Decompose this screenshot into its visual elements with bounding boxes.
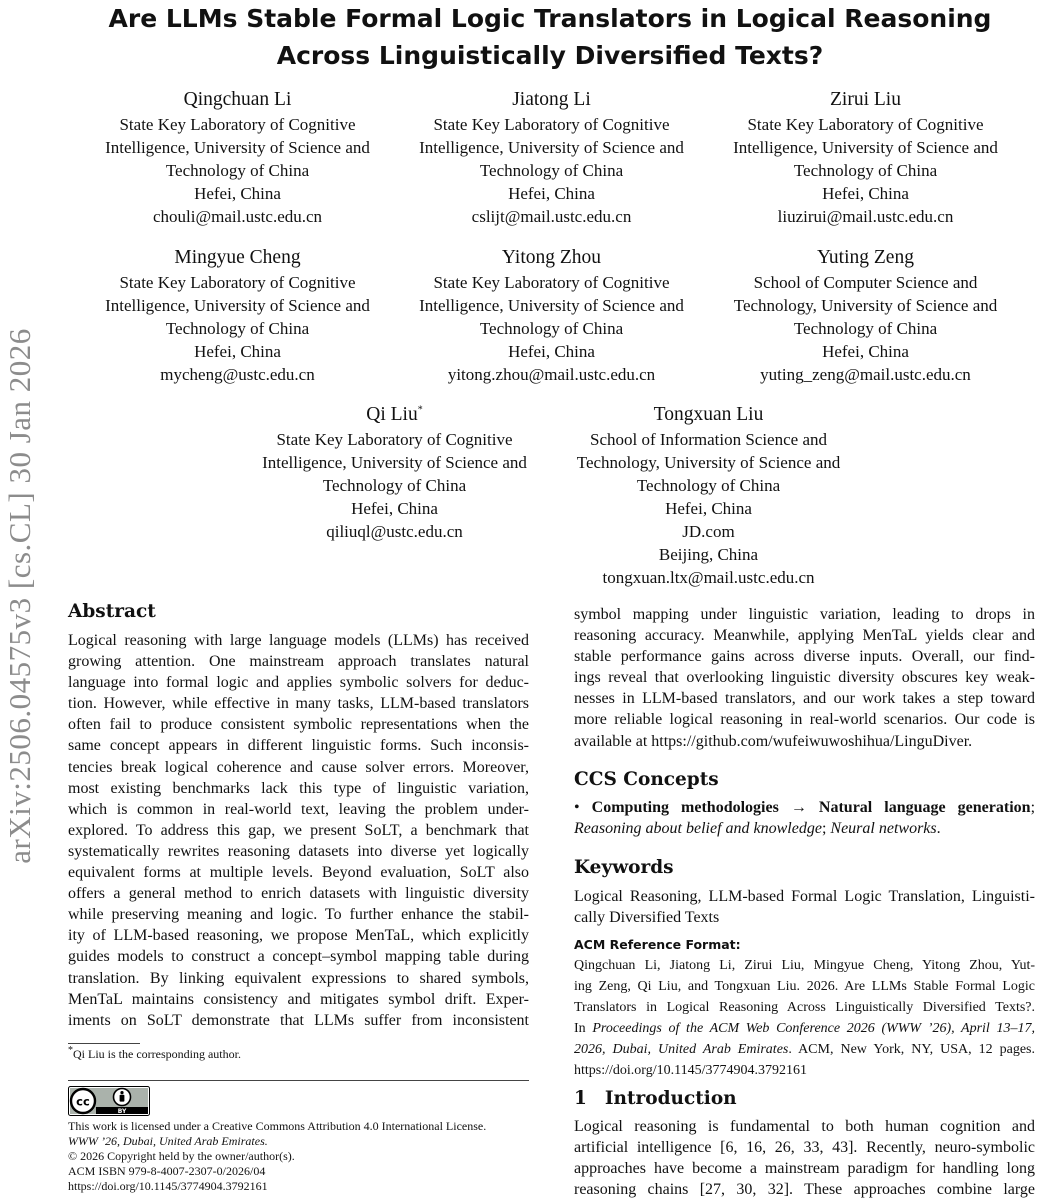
text-line: guides models to construct a concept–symbol mapping table during — [68, 948, 529, 966]
author-affiliation: Technology of China — [793, 161, 938, 180]
abstract-continued — [574, 604, 1035, 752]
author-location: Hefei, China — [665, 499, 752, 518]
author-affiliation: Technology of China — [165, 161, 310, 180]
ccs-arrow: → — [790, 799, 807, 816]
author-name: Jiatong Li — [512, 89, 591, 110]
author-location: Hefei, China — [508, 342, 595, 361]
text-line: translation. By linking equivalent expressions to shared symbols, — [68, 969, 529, 987]
ccs-primary: Computing methodologies — [591, 799, 779, 816]
author-name: Qi Liu* — [366, 404, 423, 425]
author-block — [80, 244, 395, 386]
footnote — [68, 1047, 241, 1062]
author-affiliation: Technology of China — [479, 161, 624, 180]
acm-reference-doi: https://doi.org/10.1145/3774904.3792161 — [574, 1063, 807, 1079]
title-line-2: Across Linguistically Diversified Texts? — [276, 41, 824, 70]
author-affiliation: State Key Laboratory of Cognitive — [119, 273, 356, 292]
text-line: most existing benchmarks lack this type of linguistic variation, — [68, 779, 529, 797]
author-block — [708, 86, 1023, 228]
author-affiliation: Intelligence, University of Science and — [262, 453, 527, 472]
author-affiliation: Technology of China — [793, 319, 938, 338]
author-affiliation: State Key Laboratory of Cognitive — [433, 273, 670, 292]
author-affiliation: Technology of China — [165, 319, 310, 338]
author-affiliation: Intelligence, University of Science and — [419, 296, 684, 315]
corresponding-mark: * — [417, 404, 423, 416]
author-location: Hefei, China — [822, 184, 909, 203]
license-text: This work is licensed under a Creative Commons Attribution 4.0 International License. — [68, 1119, 487, 1133]
footnote-rule — [68, 1043, 140, 1044]
author-affiliation: State Key Laboratory of Cognitive — [119, 115, 356, 134]
text-line: nesses in LLM-based translators, and our work takes a step toward — [574, 690, 1035, 708]
author-email: chouli@mail.ustc.edu.cn — [152, 207, 323, 226]
author-block — [237, 401, 552, 543]
author-name: Mingyue Cheng — [174, 247, 301, 268]
acm-reference-heading: ACM Reference Format: — [574, 937, 741, 952]
ccs-item: Neural networks — [830, 820, 937, 838]
author-affiliation: Technology, University of Science and — [733, 296, 998, 315]
text-line: Logical reasoning with large language models (LLMs) has received — [68, 632, 529, 649]
author-block — [394, 244, 709, 386]
text-line: tion. However, while effective in many tasks, LLM-based translators — [68, 695, 529, 713]
author-email: mycheng@ustc.edu.cn — [160, 365, 315, 384]
author-affiliation: State Key Laboratory of Cognitive — [276, 430, 513, 449]
author-name: Yitong Zhou — [501, 247, 602, 268]
author-email: qiliuql@ustc.edu.cn — [326, 522, 463, 541]
author-affiliation: School of Computer Science and — [753, 273, 978, 292]
author-affiliation: Technology of China — [636, 476, 781, 495]
author-affiliation: Technology of China — [479, 319, 624, 338]
author-affiliation: State Key Laboratory of Cognitive — [747, 115, 984, 134]
paper-title — [60, 0, 1037, 74]
text-line: explored. To address this gap, we present SoLT, a benchmark that — [68, 821, 529, 839]
license-isbn: ACM ISBN 979-8-4007-2307-0/2026/04 — [68, 1164, 266, 1178]
title-line-1: Are LLMs Stable Formal Logic Translators in Logical Reasoning — [108, 4, 992, 33]
text-line: equivalent forms at multiple levels. Beyond evaluation, SoLT also — [68, 864, 529, 882]
text-line: artificial intelligence [6, 16, 26, 33, 43]. Recently, neuro-symbolic — [574, 1139, 1035, 1157]
author-block — [80, 86, 395, 228]
author-name: Tongxuan Liu — [653, 404, 764, 425]
introduction-body — [574, 1116, 1035, 1200]
keywords-heading: Keywords — [574, 857, 674, 878]
ccs-secondary: Natural language generation — [818, 799, 1031, 816]
author-email: liuzirui@mail.ustc.edu.cn — [777, 207, 954, 226]
author-affiliation: Intelligence, University of Science and — [105, 138, 370, 157]
author-email: yuting_zeng@mail.ustc.edu.cn — [760, 365, 971, 384]
text-line: reasoning accuracy. Meanwhile, applying MenTaL yields clear and — [574, 627, 1035, 645]
abstract-heading: Abstract — [68, 601, 156, 622]
author-email: tongxuan.ltx@mail.ustc.edu.cn — [602, 568, 815, 587]
text-line: more reliable logical reasoning in real-world scenarios. Our code is — [574, 711, 1035, 729]
abstract-body — [68, 630, 529, 1031]
license-copyright: © 2026 Copyright held by the owner/author(s). — [68, 1149, 295, 1163]
text-line: reasoning chains [27, 30, 32]. These approaches combine large — [574, 1181, 1035, 1199]
text-line: iments on SoLT demonstrate that LLMs suffer from inconsistent — [68, 1011, 529, 1029]
text-line: MenTaL maintains consistency and mitigates symbol drift. Exper- — [68, 990, 529, 1008]
license-block — [68, 1119, 486, 1194]
author-block — [394, 86, 709, 228]
author-block — [551, 401, 866, 589]
introduction-heading: 1 Introduction — [574, 1088, 737, 1109]
author-location: Hefei, China — [194, 342, 281, 361]
author-name: Yuting Zeng — [817, 247, 914, 268]
text-line: ity of LLM-based reasoning, we propose MenTaL, which explicitly — [68, 927, 529, 945]
author-affiliation: Technology of China — [322, 476, 467, 495]
text-line: Logical reasoning is fundamental to both human cognition and — [574, 1118, 1035, 1135]
text-line: language into formal logic and applies symbolic solvers for deduc- — [68, 674, 529, 692]
by-label: BY — [117, 1108, 127, 1115]
author-affiliation: JD.com — [682, 522, 735, 541]
text-line: ings reveal that overlooking linguistic diversity obscures key weak- — [574, 669, 1035, 687]
text-line: offers a general method to enrich datasets with linguistic diversity — [68, 885, 529, 903]
author-affiliation: Intelligence, University of Science and — [105, 296, 370, 315]
footnote-text: Qi Liu is the corresponding author. — [73, 1047, 241, 1061]
ccs-item: Reasoning about belief and knowledge — [574, 820, 822, 838]
author-email: cslijt@mail.ustc.edu.cn — [471, 207, 632, 226]
text-line: growing attention. One mainstream approach translates natural — [68, 653, 529, 671]
license-doi: https://doi.org/10.1145/3774904.3792161 — [68, 1179, 268, 1193]
text-line: often fail to produce consistent symbolic representations when the — [68, 716, 529, 734]
text-line: stable performance gains across diverse inputs. Overall, our find- — [574, 648, 1035, 666]
license-rule — [68, 1080, 529, 1081]
author-affiliation: School of Information Science and — [590, 430, 827, 449]
ccs-bullet: • — [574, 799, 580, 816]
author-location: Hefei, China — [351, 499, 438, 518]
footnote-mark: * — [68, 1045, 73, 1056]
text-line: while preserving meaning and logic. To further enhance the stabil- — [68, 906, 529, 924]
license-venue: WWW ’26, Dubai, United Arab Emirates. — [68, 1134, 268, 1148]
author-affiliation: State Key Laboratory of Cognitive — [433, 115, 670, 134]
text-line: systematically rewrites reasoning datasets into diverse yet logically — [68, 842, 529, 860]
author-location: Hefei, China — [194, 184, 281, 203]
author-name: Zirui Liu — [830, 89, 901, 110]
text-line: symbol mapping under linguistic variation, leading to drops in — [574, 606, 1035, 623]
author-block — [708, 244, 1023, 386]
text-line: approaches have become a mainstream paradigm for handling long — [574, 1160, 1035, 1178]
cc-label: cc — [76, 1094, 90, 1109]
acm-reference-body: Qingchuan Li, Jiatong Li, Zirui Liu, Mingyue Cheng, Yitong Zhou, Yut- ing Zeng, Qi Liu, and Tongxuan Liu. 2026. Are LLMs Stable Formal Logic Translators in Logical Reasoning Across Linguistically Diversified Texts?. In Proceedings of the ACM Web Conference 2026 (WWW ’26), April 13–17, 2026, Dubai, United Arab Emirates. ACM, New York, NY, USA, 12 pages. https://doi.org/10.1145/3774904.3792161 — [574, 955, 1035, 1082]
ccs-heading: CCS Concepts — [574, 769, 719, 790]
text-line: available at https://github.com/wufeiwuwoshihua/LinguDiver. — [574, 732, 973, 750]
text-line: which is common in real-world text, leaving the problem under- — [68, 800, 529, 818]
author-affiliation: Intelligence, University of Science and — [419, 138, 684, 157]
author-location: Hefei, China — [822, 342, 909, 361]
author-affiliation: Technology, University of Science and — [576, 453, 841, 472]
author-location: Hefei, China — [508, 184, 595, 203]
author-location: Beijing, China — [658, 545, 759, 564]
cc-by-license-icon — [68, 1086, 150, 1116]
author-name: Qingchuan Li — [183, 89, 292, 110]
author-affiliation: Intelligence, University of Science and — [733, 138, 998, 157]
text-line: same concept appears in different linguistic forms. Such inconsis- — [68, 737, 529, 755]
text-line: tencies break logical coherence and cause solver errors. Moreover, — [68, 758, 529, 776]
arxiv-stamp: arXiv:2506.04575v3 [cs.CL] 30 Jan 2026 — [2, 328, 37, 864]
author-email: yitong.zhou@mail.ustc.edu.cn — [447, 365, 656, 384]
ccs-concepts: • Computing methodologies → Natural language generation; Reasoning about belief and knowledge; Neural networks. — [574, 799, 1036, 838]
keywords-body: Logical Reasoning, LLM-based Formal Logic Translation, Linguisti- cally Diversified Texts — [574, 888, 1035, 927]
